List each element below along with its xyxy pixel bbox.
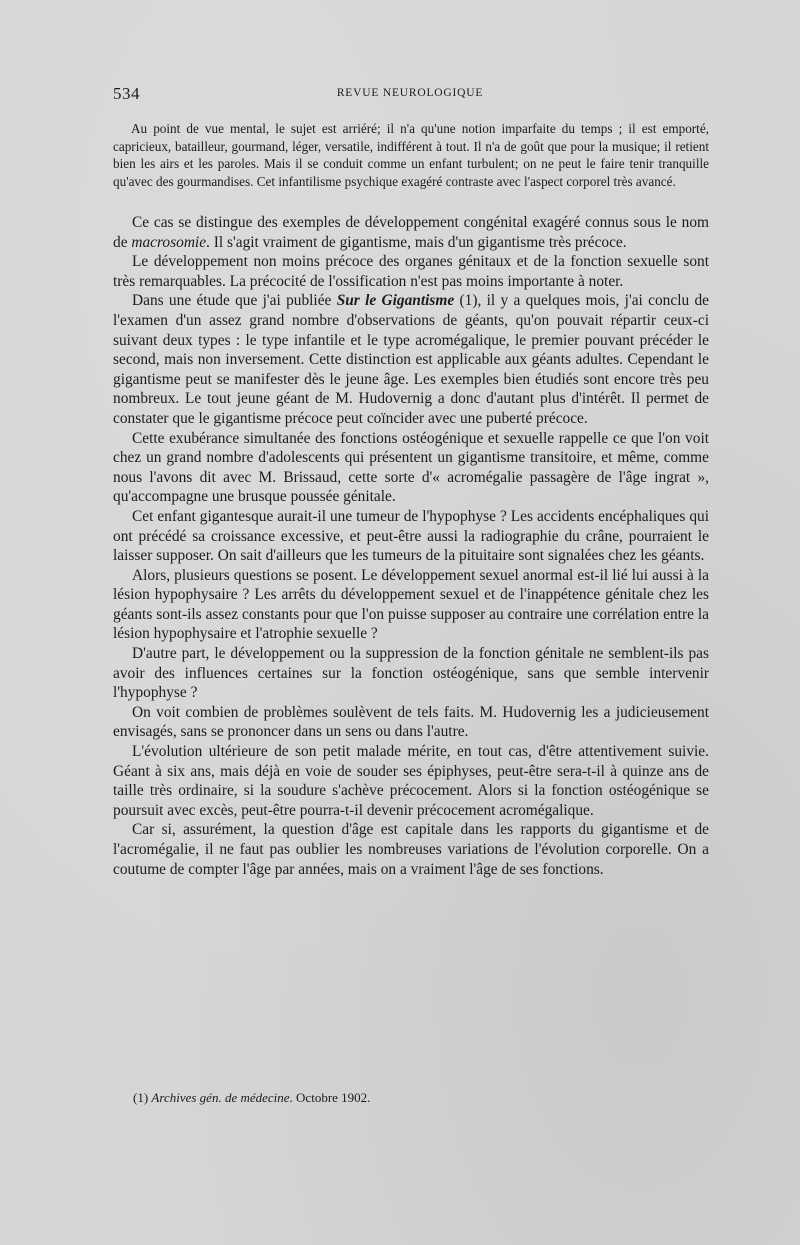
paragraph-4	[113, 429, 709, 507]
paragraph-text: Ce cas se distingue des exemples de développement congénital exagéré connus sous le nom de	[113, 214, 709, 251]
footnote-marker: (1)	[133, 1090, 152, 1105]
paragraph-text: Alors, plusieurs questions se posent. Le développement sexuel anormal est-il lié lui aussi à la lésion hypophysaire ? Les arrêts du développement sexuel et de l'inappétence génitale chez les géants sont-ils assez constants pour que l'on puisse supposer au contraire une corrélation entre la lésion hypophysaire et l'atrophie sexuelle ?	[113, 566, 709, 643]
footnote-source: Archives gén. de médecine	[151, 1090, 290, 1105]
paragraph-text: . Il s'agit vraiment de gigantisme, mais d'un gigantisme très précoce.	[206, 233, 627, 251]
paragraph-text: Le développement non moins précoce des organes génitaux et de la fonction sexuelle sont très remarquables. La précocité de l'ossification n'est pas moins importante à noter.	[113, 253, 709, 290]
running-head: REVUE NEUROLOGIQUE	[336, 87, 484, 99]
paragraph-5	[113, 507, 709, 566]
paragraph-1	[113, 213, 709, 252]
paragraph-text: L'évolution ultérieure de son petit malade mérite, en tout cas, d'être attentivement suivie. Géant à six ans, mais déjà en voie de souder ses épiphyses, peut-être sera-t-il à quinze ans de taille très ordinaire, si la soudure s'achève précocement. Alors si la fonction ostéogénique se poursuit avec excès, peut-être pourra-t-il devenir précocement acromégalique.	[113, 743, 709, 819]
paragraph-emphasis: Sur le Gigantisme	[336, 292, 455, 310]
paragraph-text: Cette exubérance simultanée des fonctions ostéogénique et sexuelle rappelle ce que l'on voit chez un grand nombre d'adolescents qui présentent un gigantisme transitoire, et même, comme nous l'avons dit avec M. Brissaud, cette sorte d'« acromégalie passagère de l'âge ingrat », qu'accompagne une brusque poussée génitale.	[113, 429, 709, 506]
paragraph-text: Dans une étude que j'ai publiée	[132, 292, 337, 310]
paragraph-9	[113, 742, 709, 820]
intro-paragraph: Au point de vue mental, le sujet est arriéré; il n'a qu'une notion imparfaite du temps ; il est emporté, capricieux, batailleur, gourmand, léger, versatile, indifférent à tout. Il n'a de goût que pour la musique; il retient bien les airs et les paroles. Mais il se conduit comme un enfant turbulent; on ne peut le faire tenir tranquille qu'avec des gourmandises. Cet infantilisme psychique exagéré contraste avec l'aspect corporel très avancé.	[113, 121, 709, 189]
paragraph-8	[113, 703, 709, 742]
paragraph-emphasis: macrosomie	[131, 233, 207, 251]
paragraph-10	[113, 820, 709, 879]
paragraph-text: Car si, assurément, la question d'âge est capitale dans les rapports du gigantisme et de l'acromégalie, il ne faut pas oublier les nombreuses variations de l'évolution corporelle. On a coutume de compter l'âge par années, mais on a vraiment l'âge de ses fonctions.	[113, 821, 709, 878]
page-header	[113, 84, 707, 104]
body-text	[113, 213, 709, 879]
footnote-date: . Octobre 1902.	[289, 1090, 371, 1105]
footnote	[133, 1090, 370, 1106]
paragraph-text: (1), il y a quelques mois, j'ai conclu de l'examen d'un assez grand nombre d'observations de géants, qu'on pouvait répartir ceux-ci suivant deux types : le type infantile et le type acromégalique, le premier pouvant précéder le second, mais non inversement. Cette distinction est applicable aux géants adultes. Cependant le gigantisme peut se manifester dès le jeune âge. Les exemples bien étudiés sont encore très peu nombreux. Le tout jeune géant de M. Hudovernig a donc d'autant plus d'intérêt. Il permet de constater que le gigantisme précoce peut coïncider avec une puberté précoce.	[113, 292, 709, 427]
paragraph-text: Cet enfant gigantesque aurait-il une tumeur de l'hypophyse ? Les accidents encéphaliques qui ont précédé sa croissance excessive, et peut-être aussi la radiographie du crâne, pourraient le laisser supposer. On sait d'ailleurs que les tumeurs de la pituitaire sont signalées chez les géants.	[113, 507, 709, 565]
paragraph-3	[113, 291, 709, 428]
paragraph-2	[113, 252, 709, 291]
paragraph-7	[113, 644, 709, 703]
paragraph-text: D'autre part, le développement ou la suppression de la fonction génitale ne semblent-ils pas avoir des influences certaines sur la fonction ostéogénique, sans que semble intervenir l'hypophyse ?	[113, 645, 709, 702]
paragraph-text: On voit combien de problèmes soulèvent de tels faits. M. Hudovernig les a judicieusement envisagés, sans se prononcer dans un sens ou dans l'autre.	[113, 703, 709, 741]
paragraph-6	[113, 566, 709, 644]
page-number: 534	[113, 84, 140, 103]
